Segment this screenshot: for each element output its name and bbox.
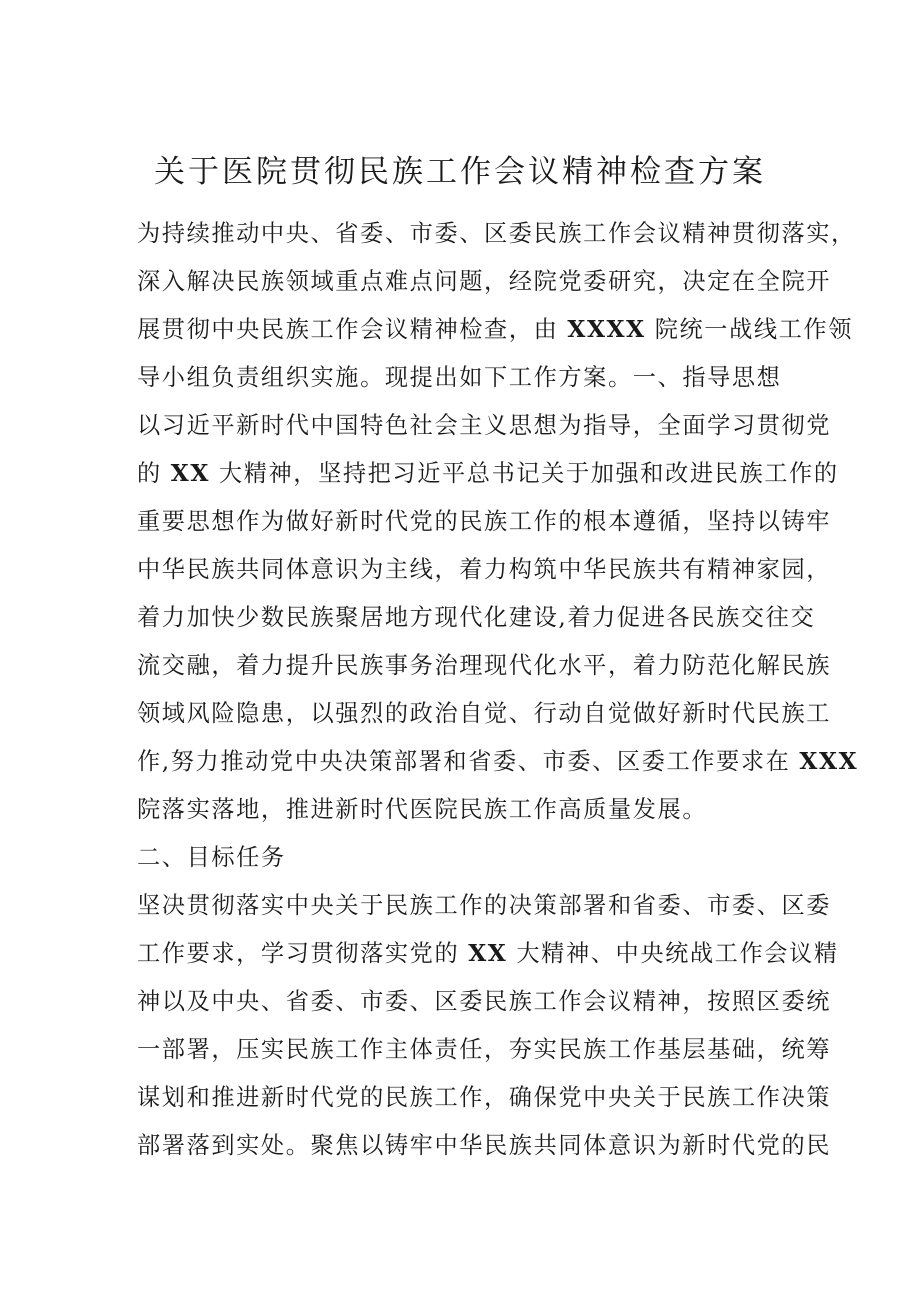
paragraph-line: 展贯彻中央民族工作会议精神检查，由 XXXX 院统一战线工作领: [137, 316, 854, 343]
section-heading: 二、目标任务: [137, 844, 286, 871]
paragraph-line: 工作要求，学习贯彻落实党的 XX 大精神、中央统战工作会议精: [137, 940, 839, 967]
paragraph-line: 坚决贯彻落实中央关于民族工作的决策部署和省委、市委、区委: [137, 892, 832, 919]
paragraph-line: 以习近平新时代中国特色社会主义思想为指导，全面学习贯彻党: [137, 412, 832, 439]
paragraph-line: 一部署，压实民族工作主体责任，夯实民族工作基层基础，统筹: [137, 1036, 832, 1063]
placeholder-token: XXXX: [567, 316, 646, 343]
paragraph-line: 谋划和推进新时代党的民族工作，确保党中央关于民族工作决策: [137, 1084, 832, 1111]
paragraph-line: 神以及中央、省委、市委、区委民族工作会议精神，按照区委统: [137, 988, 832, 1015]
paragraph-line: 着力加快少数民族聚居地方现代化建设,着力促进各民族交往交: [137, 604, 816, 631]
paragraph-line: 为持续推动中央、省委、市委、区委民族工作会议精神贯彻落实，: [137, 220, 856, 247]
paragraph-line: 重要思想作为做好新时代党的民族工作的根本遵循，坚持以铸牢: [137, 508, 832, 535]
placeholder-token: XX: [170, 460, 210, 487]
paragraph-line: 导小组负责组织实施。现提出如下工作方案。一、指导思想: [137, 364, 782, 391]
paragraph-line: 院落实落地，推进新时代医院民族工作高质量发展。: [137, 796, 708, 823]
placeholder-token: XXX: [799, 748, 859, 775]
paragraph-line: 中华民族共同体意识为主线，着力构筑中华民族共有精神家园，: [137, 556, 832, 583]
paragraph-line: 流交融，着力提升民族事务治理现代化水平，着力防范化解民族: [137, 652, 832, 679]
paragraph-line: 深入解决民族领域重点难点问题，经院党委研究，决定在全院开: [137, 268, 832, 295]
placeholder-token: XX: [468, 940, 508, 967]
paragraph-line: 作,努力推动党中央决策部署和省委、市委、区委工作要求在 XXX: [137, 748, 859, 775]
paragraph-line: 领域风险隐患，以强烈的政治自觉、行动自觉做好新时代民族工: [137, 700, 832, 727]
document-title: 关于医院贯彻民族工作会议精神检查方案: [154, 154, 766, 190]
paragraph-line: 部署落到实处。聚焦以铸牢中华民族共同体意识为新时代党的民: [137, 1132, 832, 1159]
paragraph-line: 的 XX 大精神，坚持把习近平总书记关于加强和改进民族工作的: [137, 460, 839, 487]
